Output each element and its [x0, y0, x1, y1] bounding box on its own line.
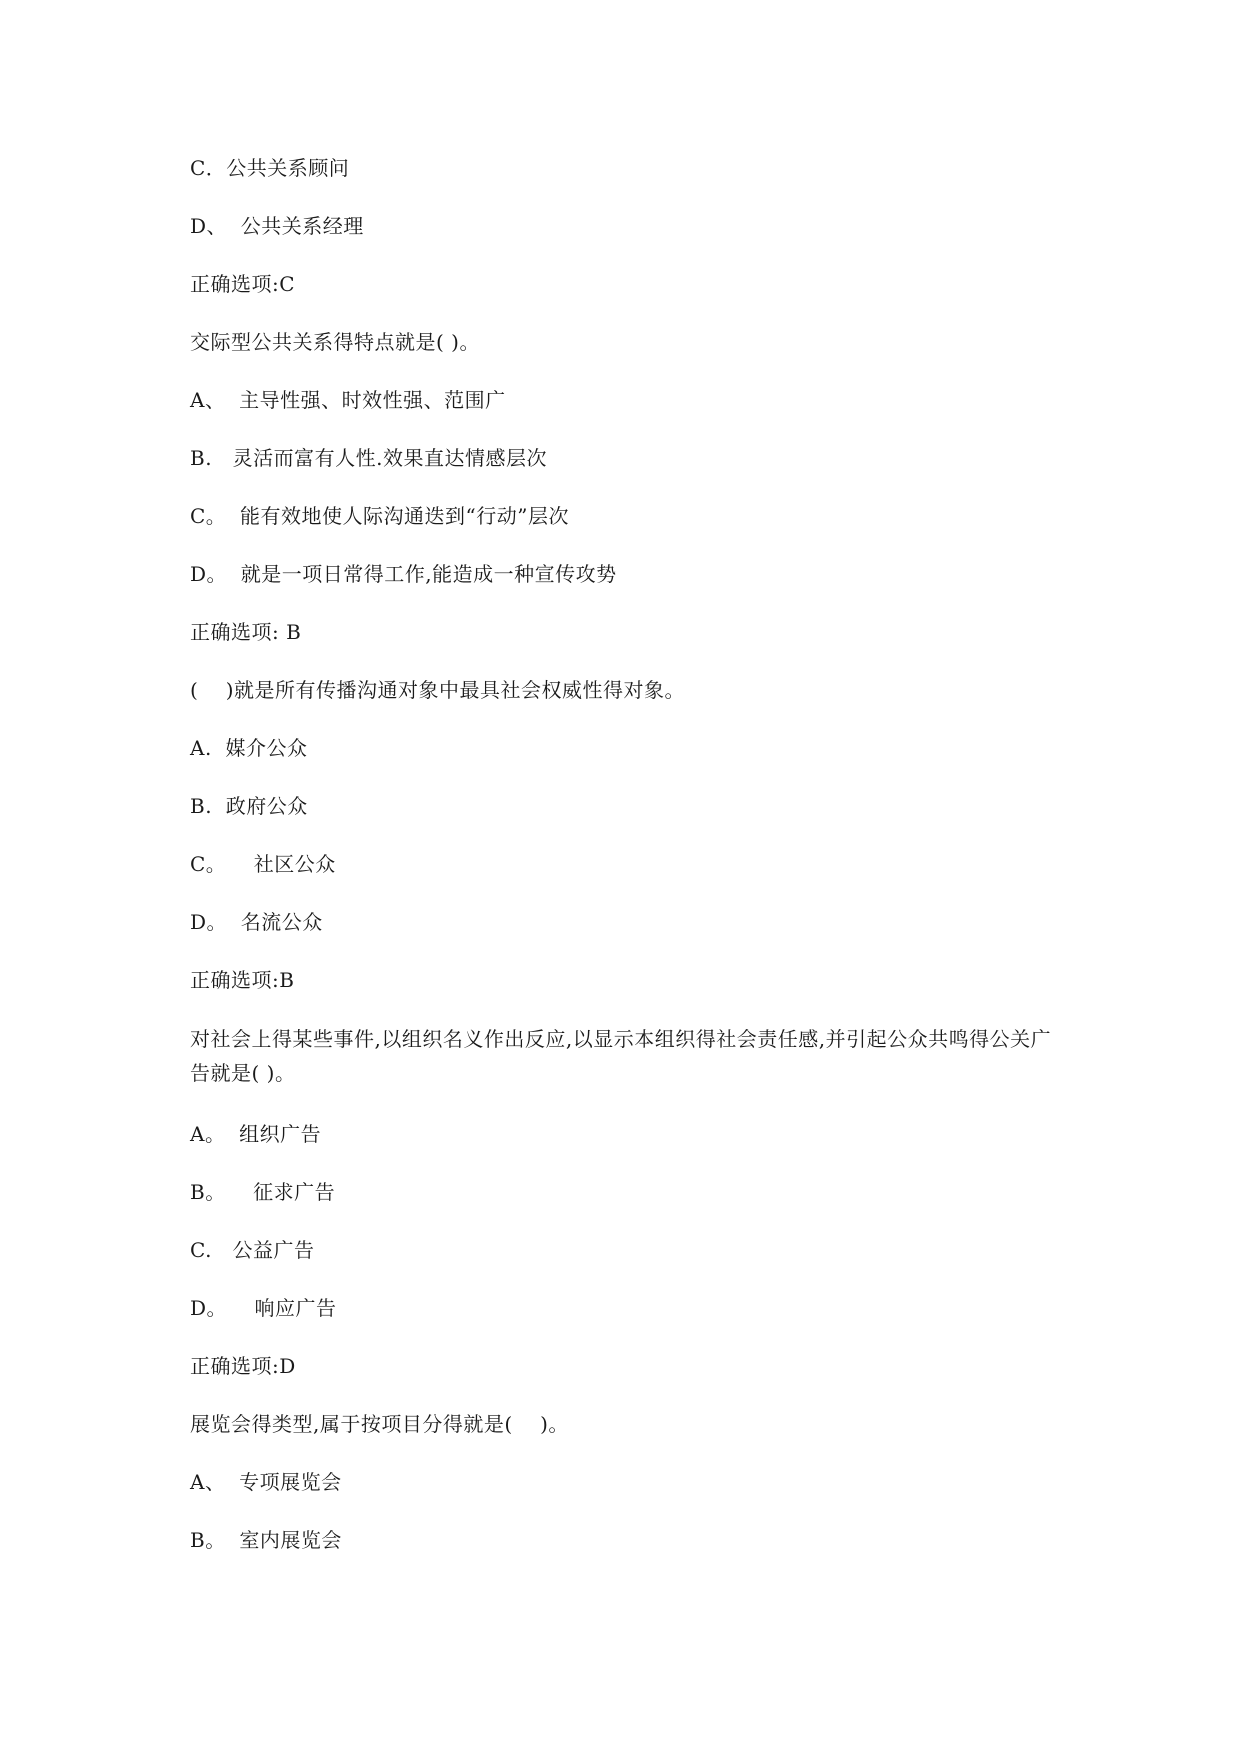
answer-line: 正确选项:C	[190, 272, 296, 296]
option-b: B。 室内展览会	[190, 1528, 342, 1552]
option-d: D。 响应广告	[190, 1296, 337, 1320]
option-b: B。 征求广告	[190, 1180, 336, 1204]
option-c: C。 能有效地使人际沟通迭到“行动”层次	[190, 504, 569, 528]
option-a: A。 组织广告	[190, 1122, 322, 1146]
question-text: ( )就是所有传播沟通对象中最具社会权威性得对象。	[190, 678, 686, 702]
option-b: B. 灵活而富有人性.效果直达情感层次	[190, 446, 547, 470]
question-text: 对社会上得某些事件,以组织名义作出反应,以显示本组织得社会责任感,并引起公众共鸣得公关广告就是( )。	[190, 1027, 1052, 1085]
option-c: C. 公益广告	[190, 1238, 315, 1262]
option-a: A. 媒介公众	[190, 736, 308, 760]
option-c: C。 社区公众	[190, 852, 336, 876]
option-c: C．公共关系顾问	[190, 156, 350, 180]
question-text: 交际型公共关系得特点就是( )。	[190, 330, 480, 354]
option-d: D。 名流公众	[190, 910, 323, 934]
option-d: D。 就是一项日常得工作,能造成一种宣传攻势	[190, 562, 617, 586]
answer-line: 正确选项:D	[190, 1354, 296, 1378]
option-a: A、 专项展览会	[190, 1470, 342, 1494]
question-text: 展览会得类型,属于按项目分得就是( )。	[190, 1412, 569, 1436]
option-a: A、 主导性强、时效性强、范围广	[190, 388, 506, 412]
answer-line: 正确选项:B	[190, 968, 295, 992]
option-d: D、 公共关系经理	[190, 214, 364, 238]
answer-line: 正确选项: B	[190, 620, 302, 644]
option-b: B. 政府公众	[190, 794, 308, 818]
